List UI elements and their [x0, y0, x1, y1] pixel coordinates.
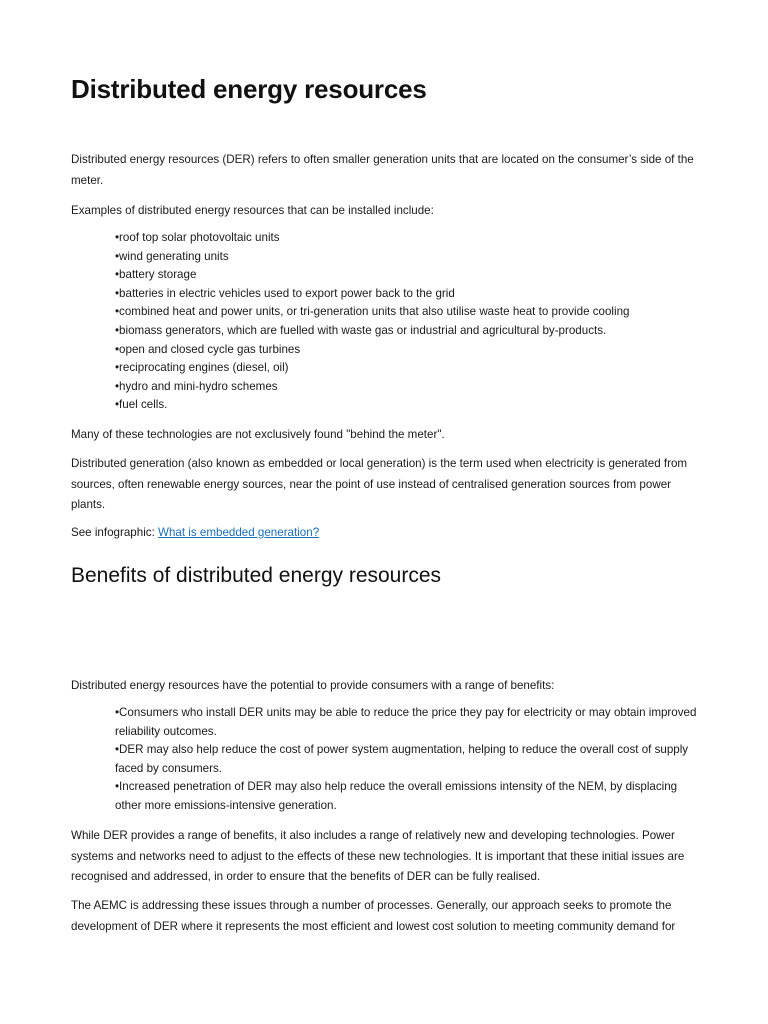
list-item: •roof top solar photovoltaic units — [115, 231, 280, 244]
list-item: •fuel cells. — [115, 398, 168, 412]
list-item: •hydro and mini-hydro schemes — [115, 379, 278, 393]
behind-meter-paragraph: Many of these technologies are not exclusively found "behind the meter". — [71, 428, 445, 441]
benefits-list — [115, 704, 705, 816]
see-infographic-line — [71, 523, 701, 544]
while-der-paragraph: While DER provides a range of benefits, it also includes a range of relatively new and developing technologies. Power systems and networks need to adjust to the effects of these new technologies. It is important that these initial issues are recognised and addressed, in order to ensure that the benefits of DER can be fully realised. — [71, 829, 685, 883]
distributed-generation-paragraph: Distributed generation (also known as embedded or local generation) is the term used when electricity is generated from sources, often renewable energy sources, near the point of use instead of centralised generation sources from power plants. — [71, 457, 688, 511]
list-item: •wind generating units — [115, 249, 229, 263]
list-item: •open and closed cycle gas turbines — [115, 342, 301, 356]
list-item: •combined heat and power units, or tri-generation units that also utilise waste heat to provide cooling — [115, 305, 630, 319]
embedded-generation-link[interactable]: What is embedded generation? — [158, 526, 320, 539]
list-item: •batteries in electric vehicles used to export power back to the grid — [115, 286, 455, 300]
list-item: •Consumers who install DER units may be able to reduce the price they pay for electricity or may obtain improved reliability outcomes. — [115, 706, 697, 738]
benefits-intro: Distributed energy resources have the potential to provide consumers with a range of benefits: — [71, 679, 555, 692]
examples-list — [115, 229, 705, 415]
list-item: •battery storage — [115, 268, 197, 282]
intro-paragraph: Distributed energy resources (DER) refers to often smaller generation units that are located on the consumer’s side of the meter. — [71, 153, 694, 187]
examples-intro: Examples of distributed energy resources that can be installed include: — [71, 204, 434, 217]
list-item: •biomass generators, which are fuelled with waste gas or industrial and agricultural by-products. — [115, 323, 607, 337]
aemc-paragraph: The AEMC is addressing these issues through a number of processes. Generally, our approach seeks to promote the development of DER where it represents the most efficient and lowest cost solution to meeting community demand for — [71, 899, 676, 933]
benefits-heading: Benefits of distributed energy resources — [71, 564, 442, 587]
list-item: •DER may also help reduce the cost of power system augmentation, helping to reduce the overall cost of supply faced by consumers. — [115, 743, 689, 775]
page-title: Distributed energy resources — [71, 74, 427, 104]
list-item: •reciprocating engines (diesel, oil) — [115, 361, 289, 375]
list-item: •Increased penetration of DER may also help reduce the overall emissions intensity of the NEM, by displacing other more emissions-intensive generation. — [115, 780, 678, 812]
see-infographic-label: See infographic: — [71, 526, 159, 539]
